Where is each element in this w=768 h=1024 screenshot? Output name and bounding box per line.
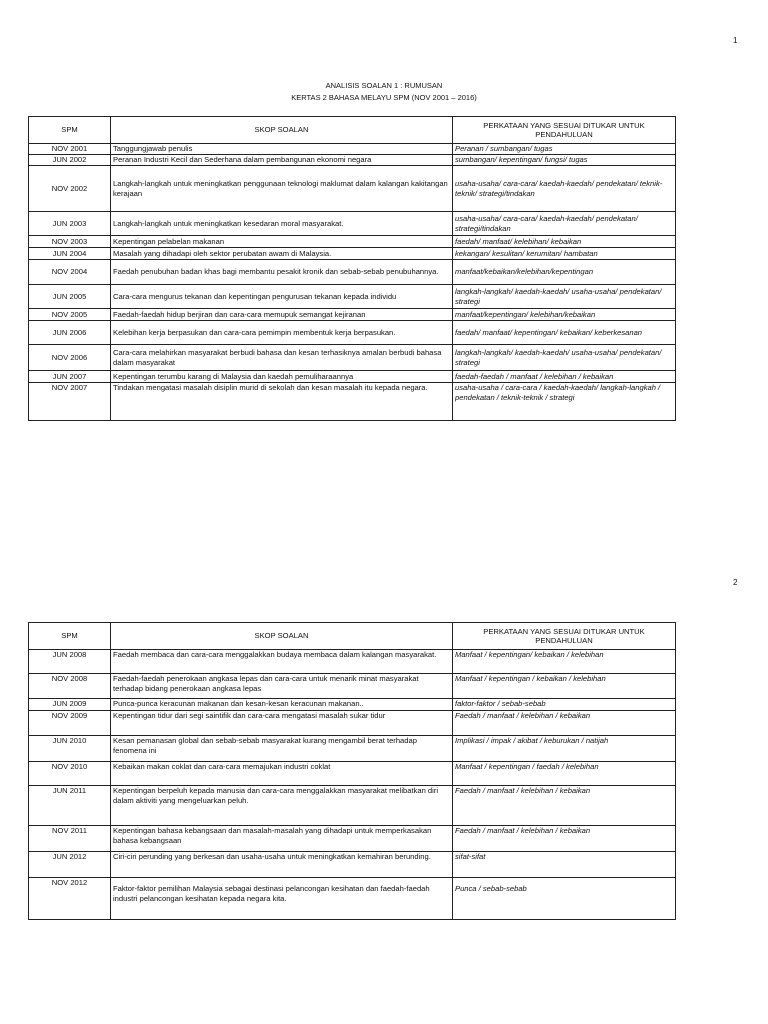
skop-cell: Kesan pemanasan global dan sebab-sebab masyarakat kurang mengambil berat terhadap fenomena ini bbox=[111, 736, 453, 762]
replacement-cell: usaha-usaha/ cara-cara/ kaedah-kaedah/ pendekatan/ teknik-teknik/ strategi/tindakan bbox=[453, 166, 676, 212]
spm-cell: NOV 2002 bbox=[29, 166, 111, 212]
page-number: 1 bbox=[733, 36, 738, 45]
document-subtitle: KERTAS 2 BAHASA MELAYU SPM (NOV 2001 – 2016) bbox=[291, 93, 477, 102]
skop-cell: Kebaikan makan coklat dan cara-cara memajukan industri coklat bbox=[111, 762, 453, 786]
skop-cell: Faedah membaca dan cara-cara menggalakkan budaya membaca dalam kalangan masyarakat. bbox=[111, 650, 453, 674]
replacement-cell: Manfaat / kepentingan / kebaikan / kelebihan bbox=[453, 674, 676, 699]
table-row bbox=[29, 852, 676, 878]
spm-cell: NOV 2005 bbox=[29, 309, 111, 321]
table-row bbox=[29, 371, 676, 383]
table-row bbox=[29, 212, 676, 236]
replacement-cell: sumbangan/ kepentingan/ fungsi/ tugas bbox=[453, 155, 676, 166]
table-row bbox=[29, 786, 676, 826]
skop-cell: Cara-cara mengurus tekanan dan kepentingan pengurusan tekanan kepada individu bbox=[111, 285, 453, 309]
skop-cell: Faktor-faktor pemilihan Malaysia sebagai destinasi pelancongan kesihatan dan faedah-faedah industri pelancongan kesihatan kepada negara kita. bbox=[111, 878, 453, 920]
spm-cell: JUN 2008 bbox=[29, 650, 111, 674]
page-number: 2 bbox=[733, 578, 738, 587]
replacement-cell: langkah-langkah/ kaedah-kaedah/ usaha-usaha/ pendekatan/ strategi bbox=[453, 345, 676, 371]
skop-cell: Ciri-ciri perunding yang berkesan dan usaha-usaha untuk meningkatkan kemahiran berunding. bbox=[111, 852, 453, 878]
skop-cell: Tanggungjawab penulis bbox=[111, 144, 453, 155]
table-row bbox=[29, 878, 676, 920]
table-row bbox=[29, 309, 676, 321]
skop-cell: Kepentingan berpeluh kepada manusia dan cara-cara menggalakkan masyarakat melibatkan diri dalam aktiviti yang mengeluarkan peluh. bbox=[111, 786, 453, 826]
replacement-cell: Faedah / manfaat / kelebihan / kebaikan bbox=[453, 826, 676, 852]
skop-cell: Kepentingan terumbu karang di Malaysia dan kaedah pemuliharaannya bbox=[111, 371, 453, 383]
document-title: ANALISIS SOALAN 1 : RUMUSAN bbox=[325, 81, 443, 90]
spm-cell: JUN 2012 bbox=[29, 852, 111, 878]
table-row bbox=[29, 248, 676, 260]
skop-cell: Kelebihan kerja berpasukan dan cara-cara pemimpin membentuk kerja berpasukan. bbox=[111, 321, 453, 345]
spm-cell: JUN 2005 bbox=[29, 285, 111, 309]
table-row bbox=[29, 144, 676, 155]
replacement-cell: usaha-usaha/ cara-cara/ kaedah-kaedah/ pendekatan/ strategi/tindakan bbox=[453, 212, 676, 236]
table-header-row bbox=[29, 117, 676, 144]
skop-cell: Kepentingan bahasa kebangsaan dan masalah-masalah yang dihadapi untuk memperkasakan bahasa kebangsaan bbox=[111, 826, 453, 852]
table-row bbox=[29, 762, 676, 786]
replacement-cell: faedah/ manfaat/ kepentingan/ kebaikan/ keberkesanan bbox=[453, 321, 676, 345]
replacement-cell: Punca / sebab-sebab bbox=[453, 878, 676, 920]
replacement-cell: faktor-faktor / sebab-sebab bbox=[453, 699, 676, 711]
skop-cell: Kepentingan tidur dari segi saintifik dan cara-cara mengatasi masalah sukar tidur bbox=[111, 711, 453, 736]
replacement-cell: faedah-faedah / manfaat / kelebihan / kebaikan bbox=[453, 371, 676, 383]
table-row bbox=[29, 321, 676, 345]
table-row bbox=[29, 383, 676, 421]
spm-cell: JUN 2002 bbox=[29, 155, 111, 166]
spm-cell: NOV 2012 bbox=[29, 878, 111, 920]
spm-cell: JUN 2004 bbox=[29, 248, 111, 260]
replacement-cell: faedah/ manfaat/ kelebihan/ kebaikan bbox=[453, 236, 676, 248]
replacement-cell: Peranan / sumbangan/ tugas bbox=[453, 144, 676, 155]
spm-cell: NOV 2007 bbox=[29, 383, 111, 421]
spm-cell: NOV 2004 bbox=[29, 260, 111, 285]
spm-cell: JUN 2009 bbox=[29, 699, 111, 711]
replacement-cell: Faedah / manfaat / kelebihan / kebaikan bbox=[453, 711, 676, 736]
spm-cell: NOV 2008 bbox=[29, 674, 111, 699]
spm-cell: NOV 2010 bbox=[29, 762, 111, 786]
replacement-cell: manfaat/kepentingan/ kelebihan/kebaikan bbox=[453, 309, 676, 321]
spm-cell: NOV 2009 bbox=[29, 711, 111, 736]
spm-cell: NOV 2003 bbox=[29, 236, 111, 248]
analysis-table-page-2 bbox=[28, 622, 676, 920]
spm-cell: JUN 2011 bbox=[29, 786, 111, 826]
header-replacement-words: PERKATAAN YANG SESUAI DITUKAR UNTUK PENDAHULUAN bbox=[453, 623, 676, 650]
table-row bbox=[29, 736, 676, 762]
skop-cell: Faedah penubuhan badan khas bagi membantu pesakit kronik dan sebab-sebab penubuhannya. bbox=[111, 260, 453, 285]
replacement-cell: kekangan/ kesulitan/ kerumitan/ hambatan bbox=[453, 248, 676, 260]
replacement-cell: Manfaat / kepentingan / faedah / kelebihan bbox=[453, 762, 676, 786]
spm-cell: NOV 2001 bbox=[29, 144, 111, 155]
table-row bbox=[29, 166, 676, 212]
header-spm: SPM bbox=[29, 623, 111, 650]
skop-cell: Langkah-langkah untuk meningkatkan kesedaran moral masyarakat. bbox=[111, 212, 453, 236]
skop-cell: Cara-cara melahirkan masyarakat berbudi bahasa dan kesan terhasiknya amalan berbudi bahasa dalam masyarakat bbox=[111, 345, 453, 371]
spm-cell: JUN 2010 bbox=[29, 736, 111, 762]
analysis-table-page-1 bbox=[28, 116, 676, 421]
replacement-cell: Implikasi / impak / akibat / keburukan / natijah bbox=[453, 736, 676, 762]
skop-cell: Masalah yang dihadapi oleh sektor perubatan awam di Malaysia. bbox=[111, 248, 453, 260]
table-row bbox=[29, 650, 676, 674]
table-row bbox=[29, 155, 676, 166]
table-row bbox=[29, 236, 676, 248]
spm-cell: NOV 2011 bbox=[29, 826, 111, 852]
spm-cell: JUN 2006 bbox=[29, 321, 111, 345]
replacement-cell: usaha-usaha / cara-cara / kaedah-kaedah/ langkah-langkah / pendekatan / teknik-teknik / strategi bbox=[453, 383, 676, 421]
replacement-cell: Faedah / manfaat / kelebihan / kebaikan bbox=[453, 786, 676, 826]
table-row bbox=[29, 826, 676, 852]
skop-cell: Tindakan mengatasi masalah disiplin murid di sekolah dan kesan masalah itu kepada negara. bbox=[111, 383, 453, 421]
skop-cell: Punca-punca keracunan makanan dan kesan-kesan keracunan makanan.. bbox=[111, 699, 453, 711]
replacement-cell: Manfaat / kepentingan/ kebaikan / kelebihan bbox=[453, 650, 676, 674]
table-row bbox=[29, 345, 676, 371]
replacement-cell: langkah-langkah/ kaedah-kaedah/ usaha-usaha/ pendekatan/ strategi bbox=[453, 285, 676, 309]
replacement-cell: manfaat/kebaikan/kelebihan/kepentingan bbox=[453, 260, 676, 285]
spm-cell: JUN 2003 bbox=[29, 212, 111, 236]
spm-cell: NOV 2006 bbox=[29, 345, 111, 371]
skop-cell: Faedah-faedah penerokaan angkasa lepas dan cara-cara untuk menarik minat masyarakat terhadap bidang penerokaan angkasa lepas bbox=[111, 674, 453, 699]
table-header-row bbox=[29, 623, 676, 650]
skop-cell: Kepentingan pelabelan makanan bbox=[111, 236, 453, 248]
table-row bbox=[29, 260, 676, 285]
skop-cell: Peranan Industri Kecil dan Sederhana dalam pembangunan ekonomi negara bbox=[111, 155, 453, 166]
spm-cell: JUN 2007 bbox=[29, 371, 111, 383]
skop-cell: Langkah-langkah untuk meningkatkan penggunaan teknologi maklumat dalam kalangan kakitangan kerajaan bbox=[111, 166, 453, 212]
header-replacement-words: PERKATAAN YANG SESUAI DITUKAR UNTUK PENDAHULUAN bbox=[453, 117, 676, 144]
header-skop-soalan: SKOP SOALAN bbox=[111, 623, 453, 650]
skop-cell: Faedah-faedah hidup berjiran dan cara-cara memupuk semangat kejiranan bbox=[111, 309, 453, 321]
table-row bbox=[29, 711, 676, 736]
table-row bbox=[29, 674, 676, 699]
header-spm: SPM bbox=[29, 117, 111, 144]
table-row bbox=[29, 285, 676, 309]
table-row bbox=[29, 699, 676, 711]
header-skop-soalan: SKOP SOALAN bbox=[111, 117, 453, 144]
replacement-cell: sifat-sifat bbox=[453, 852, 676, 878]
